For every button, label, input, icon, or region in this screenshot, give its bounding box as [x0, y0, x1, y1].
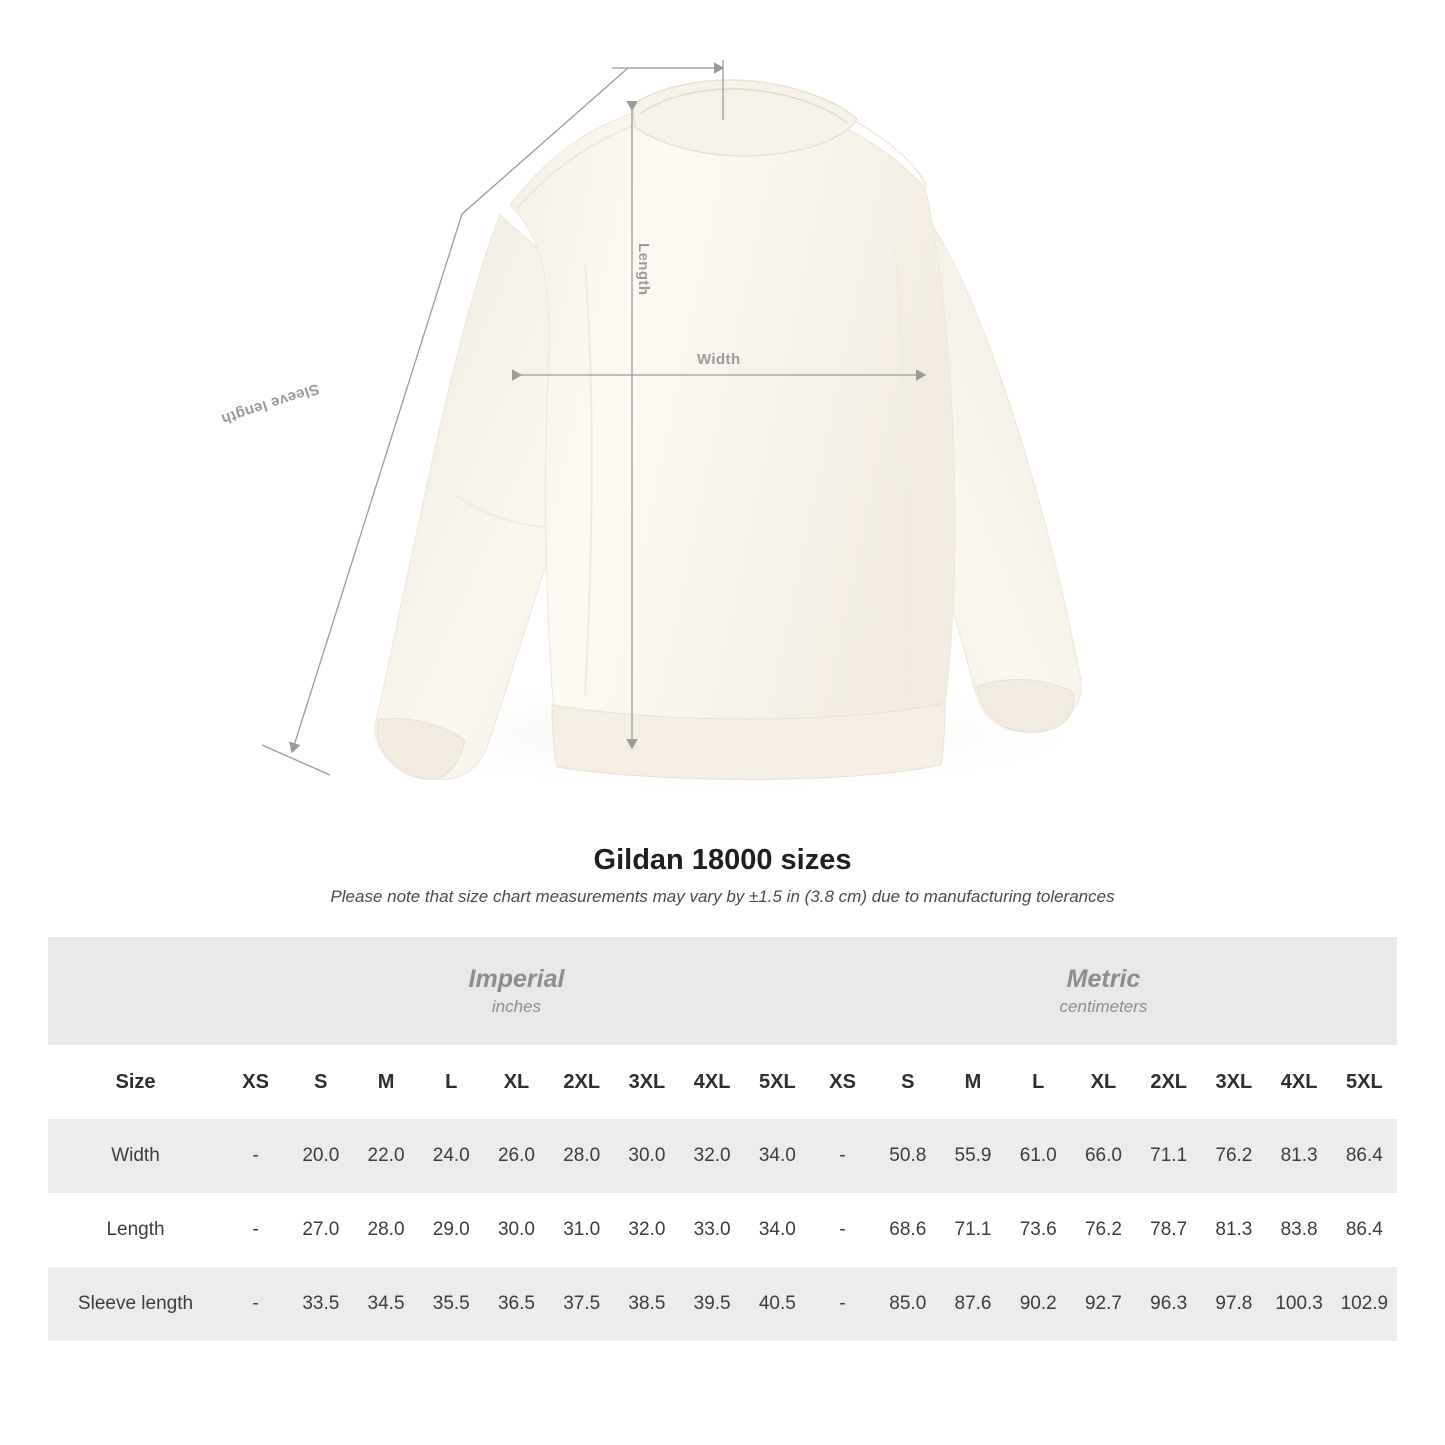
cell-length-imp-2: 28.0: [353, 1193, 418, 1267]
col-head-met-0: XS: [810, 1045, 875, 1119]
cell-length-imp-5: 31.0: [549, 1193, 614, 1267]
row-label-sleeve-length: Sleeve length: [48, 1267, 223, 1341]
col-head-imp-7: 4XL: [680, 1045, 745, 1119]
cell-width-met-8: 86.4: [1332, 1119, 1397, 1193]
cell-width-met-0: -: [810, 1119, 875, 1193]
cell-width-imp-6: 30.0: [614, 1119, 679, 1193]
col-head-imp-8: 5XL: [745, 1045, 810, 1119]
cell-width-imp-3: 24.0: [419, 1119, 484, 1193]
col-head-imp-6: 3XL: [614, 1045, 679, 1119]
metric-sub: centimeters: [1059, 996, 1148, 1016]
width-label: Width: [697, 351, 741, 368]
cell-width-met-2: 55.9: [940, 1119, 1005, 1193]
imperial-header: [223, 937, 810, 1045]
size-chart-table-wrap: [48, 937, 1397, 1341]
sleeve-length-label: Sleeve length: [219, 380, 322, 428]
metric-name: Metric: [1066, 965, 1141, 994]
col-head-imp-3: L: [419, 1045, 484, 1119]
table-row: [48, 1267, 1397, 1341]
cell-width-imp-2: 22.0: [353, 1119, 418, 1193]
col-head-met-8: 5XL: [1332, 1045, 1397, 1119]
col-head-met-7: 4XL: [1267, 1045, 1332, 1119]
col-head-met-3: L: [1006, 1045, 1071, 1119]
col-head-imp-5: 2XL: [549, 1045, 614, 1119]
cell-width-met-6: 76.2: [1201, 1119, 1266, 1193]
cell-width-met-1: 50.8: [875, 1119, 940, 1193]
cell-width-imp-1: 20.0: [288, 1119, 353, 1193]
col-head-met-6: 3XL: [1201, 1045, 1266, 1119]
cell-length-imp-4: 30.0: [484, 1193, 549, 1267]
units-header-blank: [48, 937, 223, 1045]
length-label: Length: [635, 243, 652, 296]
cell-width-met-7: 81.3: [1267, 1119, 1332, 1193]
units-header-row: [48, 937, 1397, 1045]
cell-width-imp-7: 32.0: [680, 1119, 745, 1193]
cell-length-imp-1: 27.0: [288, 1193, 353, 1267]
table-row: [48, 1119, 1397, 1193]
cell-sleeve-imp-1: 33.5: [288, 1267, 353, 1341]
row-label-length: Length: [48, 1193, 223, 1267]
cell-length-imp-6: 32.0: [614, 1193, 679, 1267]
cell-sleeve-met-8: 102.9: [1332, 1267, 1397, 1341]
title-block: [0, 844, 1445, 907]
size-chart-table: [48, 937, 1397, 1341]
cell-width-imp-8: 34.0: [745, 1119, 810, 1193]
cell-length-imp-0: -: [223, 1193, 288, 1267]
tolerance-note: Please note that size chart measurements may vary by ±1.5 in (3.8 cm) due to manufacturing tolerances: [330, 887, 1115, 906]
cell-sleeve-imp-4: 36.5: [484, 1267, 549, 1341]
col-head-imp-4: XL: [484, 1045, 549, 1119]
cell-sleeve-met-5: 96.3: [1136, 1267, 1201, 1341]
cell-length-imp-7: 33.0: [680, 1193, 745, 1267]
col-head-imp-1: S: [288, 1045, 353, 1119]
cell-length-met-1: 68.6: [875, 1193, 940, 1267]
col-head-imp-2: M: [353, 1045, 418, 1119]
cell-sleeve-met-6: 97.8: [1201, 1267, 1266, 1341]
sweatshirt-svg: [255, 75, 1185, 795]
metric-header: [810, 937, 1397, 1045]
cell-width-imp-5: 28.0: [549, 1119, 614, 1193]
cell-width-imp-0: -: [223, 1119, 288, 1193]
size-label: Size: [48, 1045, 223, 1119]
col-head-met-4: XL: [1071, 1045, 1136, 1119]
cell-sleeve-met-1: 85.0: [875, 1267, 940, 1341]
cell-length-met-0: -: [810, 1193, 875, 1267]
cell-width-met-3: 61.0: [1006, 1119, 1071, 1193]
col-head-imp-0: XS: [223, 1045, 288, 1119]
cell-length-imp-3: 29.0: [419, 1193, 484, 1267]
cell-length-met-8: 86.4: [1332, 1193, 1397, 1267]
cell-length-met-3: 73.6: [1006, 1193, 1071, 1267]
col-head-met-1: S: [875, 1045, 940, 1119]
cell-sleeve-met-0: -: [810, 1267, 875, 1341]
cell-width-met-5: 71.1: [1136, 1119, 1201, 1193]
size-header-row: [48, 1045, 1397, 1119]
col-head-met-2: M: [940, 1045, 1005, 1119]
page-title: Gildan 18000 sizes: [593, 844, 852, 876]
cell-sleeve-imp-8: 40.5: [745, 1267, 810, 1341]
cell-sleeve-imp-2: 34.5: [353, 1267, 418, 1341]
cell-length-met-2: 71.1: [940, 1193, 1005, 1267]
cell-length-imp-8: 34.0: [745, 1193, 810, 1267]
cell-sleeve-met-2: 87.6: [940, 1267, 1005, 1341]
cell-sleeve-imp-7: 39.5: [680, 1267, 745, 1341]
table-row: [48, 1193, 1397, 1267]
sweatshirt-image: [255, 75, 1185, 795]
cell-length-met-6: 81.3: [1201, 1193, 1266, 1267]
cell-length-met-7: 83.8: [1267, 1193, 1332, 1267]
cell-width-met-4: 66.0: [1071, 1119, 1136, 1193]
imperial-name: Imperial: [468, 965, 565, 994]
cell-sleeve-met-7: 100.3: [1267, 1267, 1332, 1341]
cell-length-met-5: 78.7: [1136, 1193, 1201, 1267]
cell-sleeve-imp-3: 35.5: [419, 1267, 484, 1341]
row-label-width: Width: [48, 1119, 223, 1193]
cell-sleeve-imp-0: -: [223, 1267, 288, 1341]
cell-sleeve-imp-6: 38.5: [614, 1267, 679, 1341]
col-head-met-5: 2XL: [1136, 1045, 1201, 1119]
cell-width-imp-4: 26.0: [484, 1119, 549, 1193]
cell-sleeve-met-3: 90.2: [1006, 1267, 1071, 1341]
cell-sleeve-imp-5: 37.5: [549, 1267, 614, 1341]
cell-sleeve-met-4: 92.7: [1071, 1267, 1136, 1341]
imperial-sub: inches: [491, 996, 542, 1016]
cell-length-met-4: 76.2: [1071, 1193, 1136, 1267]
